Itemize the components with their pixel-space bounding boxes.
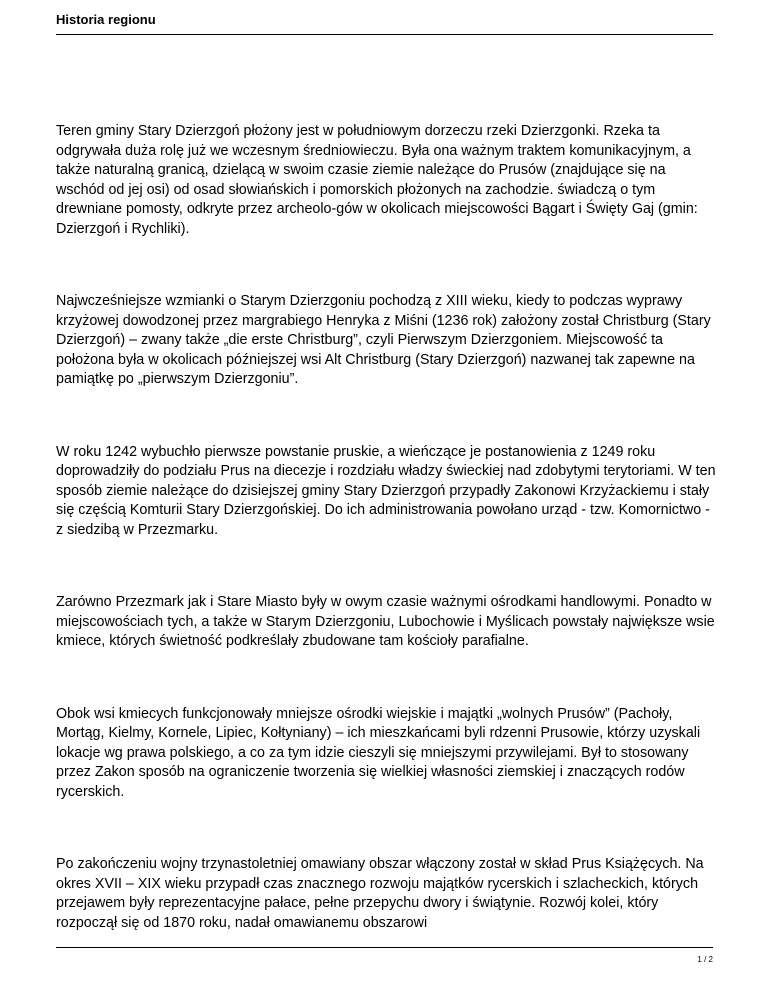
paragraph: Po zakończeniu wojny trzynastoletniej omawiany obszar włączony został w skład Prus Książęcych. Na okres XVII – XIX wieku przypadł czas znacznego rozwoju majątków rycerskich i szlacheckich, których przejawem były reprezentacyjne pałace, pełne przepychu dwory i świątynie. Rozwój kolei, który rozpoczął się od 1870 roku, nadał omawianemu obszarowi xyxy=(56,856,704,931)
page-footer xyxy=(56,947,713,964)
paragraph: Teren gminy Stary Dzierzgoń płożony jest w południowym dorzeczu rzeki Dzierzgonki. Rzeka ta odgrywała duża rolę już we wczesnym średniowieczu. Była ona ważnym traktem komunikacyjnym, a także naturalną granicą, dzielącą w swoim czasie ziemie należące do Prusów (znajdujące się na wschód od jej osi) od osad słowiańskich i pomorskich płożonych na zachodzie. świadczą o tym drewniane pomosty, odkryte przez archeolo-gów w okolicach miejscowości Bągart i Święty Gaj (gmin: Dzierzgoń i Rychliki). xyxy=(56,123,698,237)
paragraph: Najwcześniejsze wzmianki o Starym Dzierzgoniu pochodzą z XIII wieku, kiedy to podczas wyprawy krzyżowej dowodzonej przez margrabiego Henryka z Miśni (1236 rok) założony został Christburg (Stary Dzierzgoń) – zwany także „die erste Christburg”, czyli Pierwszym Dzierzgoniem. Miejscowość ta położona była w okolicach późniejszej wsi Alt Christburg (Stary Dzierzgoń) nazwanej tak zapewne na pamiątkę po „pierwszym Dzierzgoniu”. xyxy=(56,293,711,387)
paragraph: Obok wsi kmiecych funkcjonowały mniejsze ośrodki wiejskie i majątki „wolnych Prusów” (Pachoły, Mortąg, Kielmy, Kornele, Lipiec, Kołtyniany) – ich mieszkańcami byli rdzenni Prusowie, którzy uzyskali lokacje wg prawa polskiego, a co za tym idzie cieszyli się mniejszymi przywilejami. Był to stosowany przez Zakon sposób na ograniczenie tworzenia się wielkiej własności ziemskiej i znaczących rodów rycerskich. xyxy=(56,705,701,800)
paragraph: W roku 1242 wybuchło pierwsze powstanie pruskie, a wieńczące je postanowienia z 1249 roku doprowadziły do podziału Prus na diecezje i rozdziału władzy świeckiej nad zdobytymi terytoriami. W ten sposób ziemie należące do dzisiejszej gminy Stary Dzierzgoń przypadły Zakonowi Krzyżackiemu i stały się częścią Komturii Stary Dzierzgońskiej. Do ich administrowania powołano urząd - tzw. Komornictwo - z siedzibą w Przezmarku. xyxy=(56,443,716,538)
page-header xyxy=(56,12,713,35)
article-body xyxy=(56,122,716,986)
paragraph: Zarówno Przezmark jak i Stare Miasto były w owym czasie ważnymi ośrodkami handlowymi. Ponadto w miejscowościach tych, a także w Starym Dzierzgoniu, Lubochowie i Myślicach powstały największe wsie kmiece, których świetność podkreślały zbudowane tam kościoły parafialne. xyxy=(56,594,715,649)
page-title: Historia regionu xyxy=(56,12,156,27)
page-number: 1 / 2 xyxy=(697,955,713,964)
